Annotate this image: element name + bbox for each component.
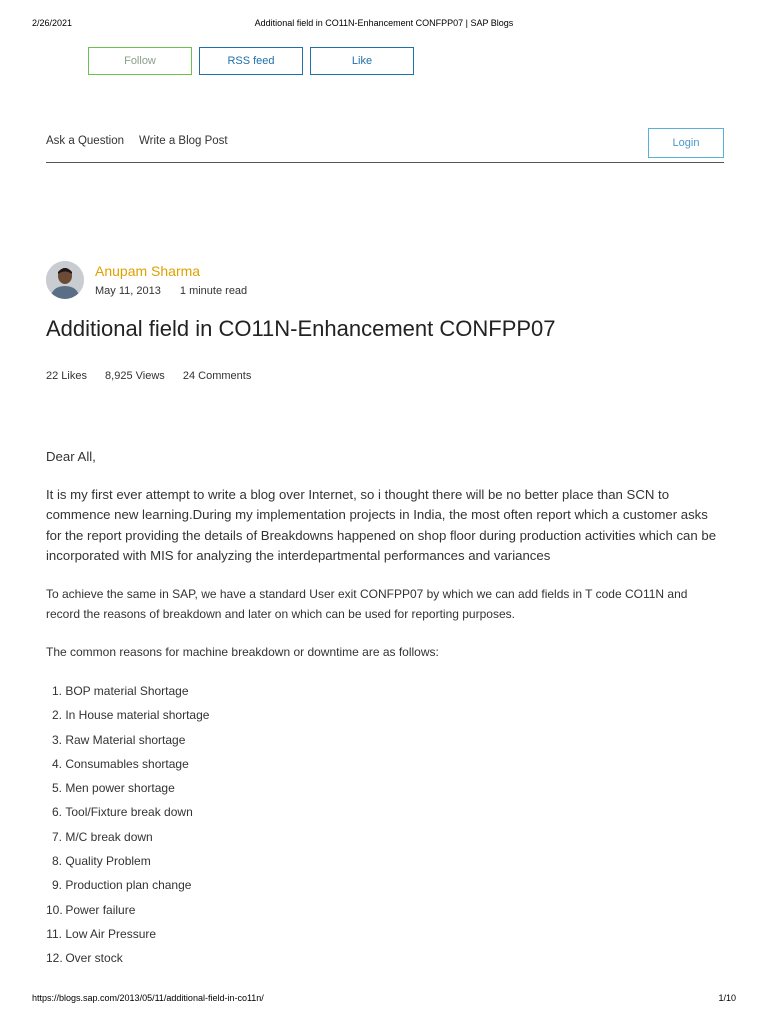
author-block xyxy=(46,261,247,299)
comments-count[interactable]: 24 Comments xyxy=(182,370,252,382)
userexit-paragraph: To achieve the same in SAP, we have a standard User exit CONFPP07 by which we can add fields in T code CO11N and record the reasons of breakdown and later on which can be used for reporting purposes. xyxy=(46,587,688,621)
likes-count[interactable]: 22 Likes xyxy=(46,370,87,382)
ask-question-link[interactable]: Ask a Question xyxy=(46,135,124,147)
post-stats xyxy=(46,370,251,382)
reasons-intro: The common reasons for machine breakdown or downtime are as follows: xyxy=(46,645,439,659)
list-item: 2. In House material shortage xyxy=(51,708,210,723)
rss-feed-button[interactable]: RSS feed xyxy=(199,47,303,75)
list-item: 4. Consumables shortage xyxy=(51,756,189,771)
write-blog-post-link[interactable]: Write a Blog Post xyxy=(139,135,228,147)
list-item: 6. Tool/Fixture break down xyxy=(51,805,193,820)
list-item: 11. Low Air Pressure xyxy=(46,926,157,941)
list-item: 5. Men power shortage xyxy=(51,781,175,796)
print-footer xyxy=(32,993,736,1003)
intro-paragraph: It is my first ever attempt to write a blog over Internet, so i thought there will be no better place than SCN to commence new learning.During my implementation projects in India, the most often report which a customer asks for the report providing the details of Breakdowns happened on shop floor during production activities which can be incorporated with MIS for analyzing the interdepartmental performances and variances xyxy=(46,487,717,563)
author-name[interactable]: Anupam Sharma xyxy=(95,263,201,279)
post-meta xyxy=(95,285,247,297)
greeting: Dear All, xyxy=(46,449,96,464)
print-date: 2/26/2021 xyxy=(32,18,73,28)
list-item: 7. M/C break down xyxy=(51,829,153,844)
breakdown-reasons-list xyxy=(46,679,209,971)
views-count: 8,925 Views xyxy=(105,370,165,382)
login-button[interactable]: Login xyxy=(648,128,724,158)
post-date: May 11, 2013 xyxy=(95,285,161,297)
page-number: 1/10 xyxy=(718,993,736,1003)
action-buttons xyxy=(88,47,421,75)
list-item: 1. BOP material Shortage xyxy=(51,684,189,698)
list-item: 12. Over stock xyxy=(46,951,123,966)
print-url: https://blogs.sap.com/2013/05/11/additional-field-in-co11n/ xyxy=(32,993,264,1003)
top-nav xyxy=(46,128,724,163)
list-item: 9. Production plan change xyxy=(51,878,192,893)
author-avatar[interactable] xyxy=(46,261,84,299)
read-time: 1 minute read xyxy=(179,285,248,297)
follow-button[interactable]: Follow xyxy=(88,47,192,75)
like-button[interactable]: Like xyxy=(310,47,414,75)
avatar-photo-icon xyxy=(46,261,84,299)
list-item: 3. Raw Material shortage xyxy=(51,732,186,747)
print-title: Additional field in CO11N-Enhancement CONFPP07 | SAP Blogs xyxy=(254,18,514,28)
list-item: 8. Quality Problem xyxy=(51,854,151,869)
post-title: Additional field in CO11N-Enhancement CONFPP07 xyxy=(46,316,556,341)
list-item: 10. Power failure xyxy=(46,902,136,917)
